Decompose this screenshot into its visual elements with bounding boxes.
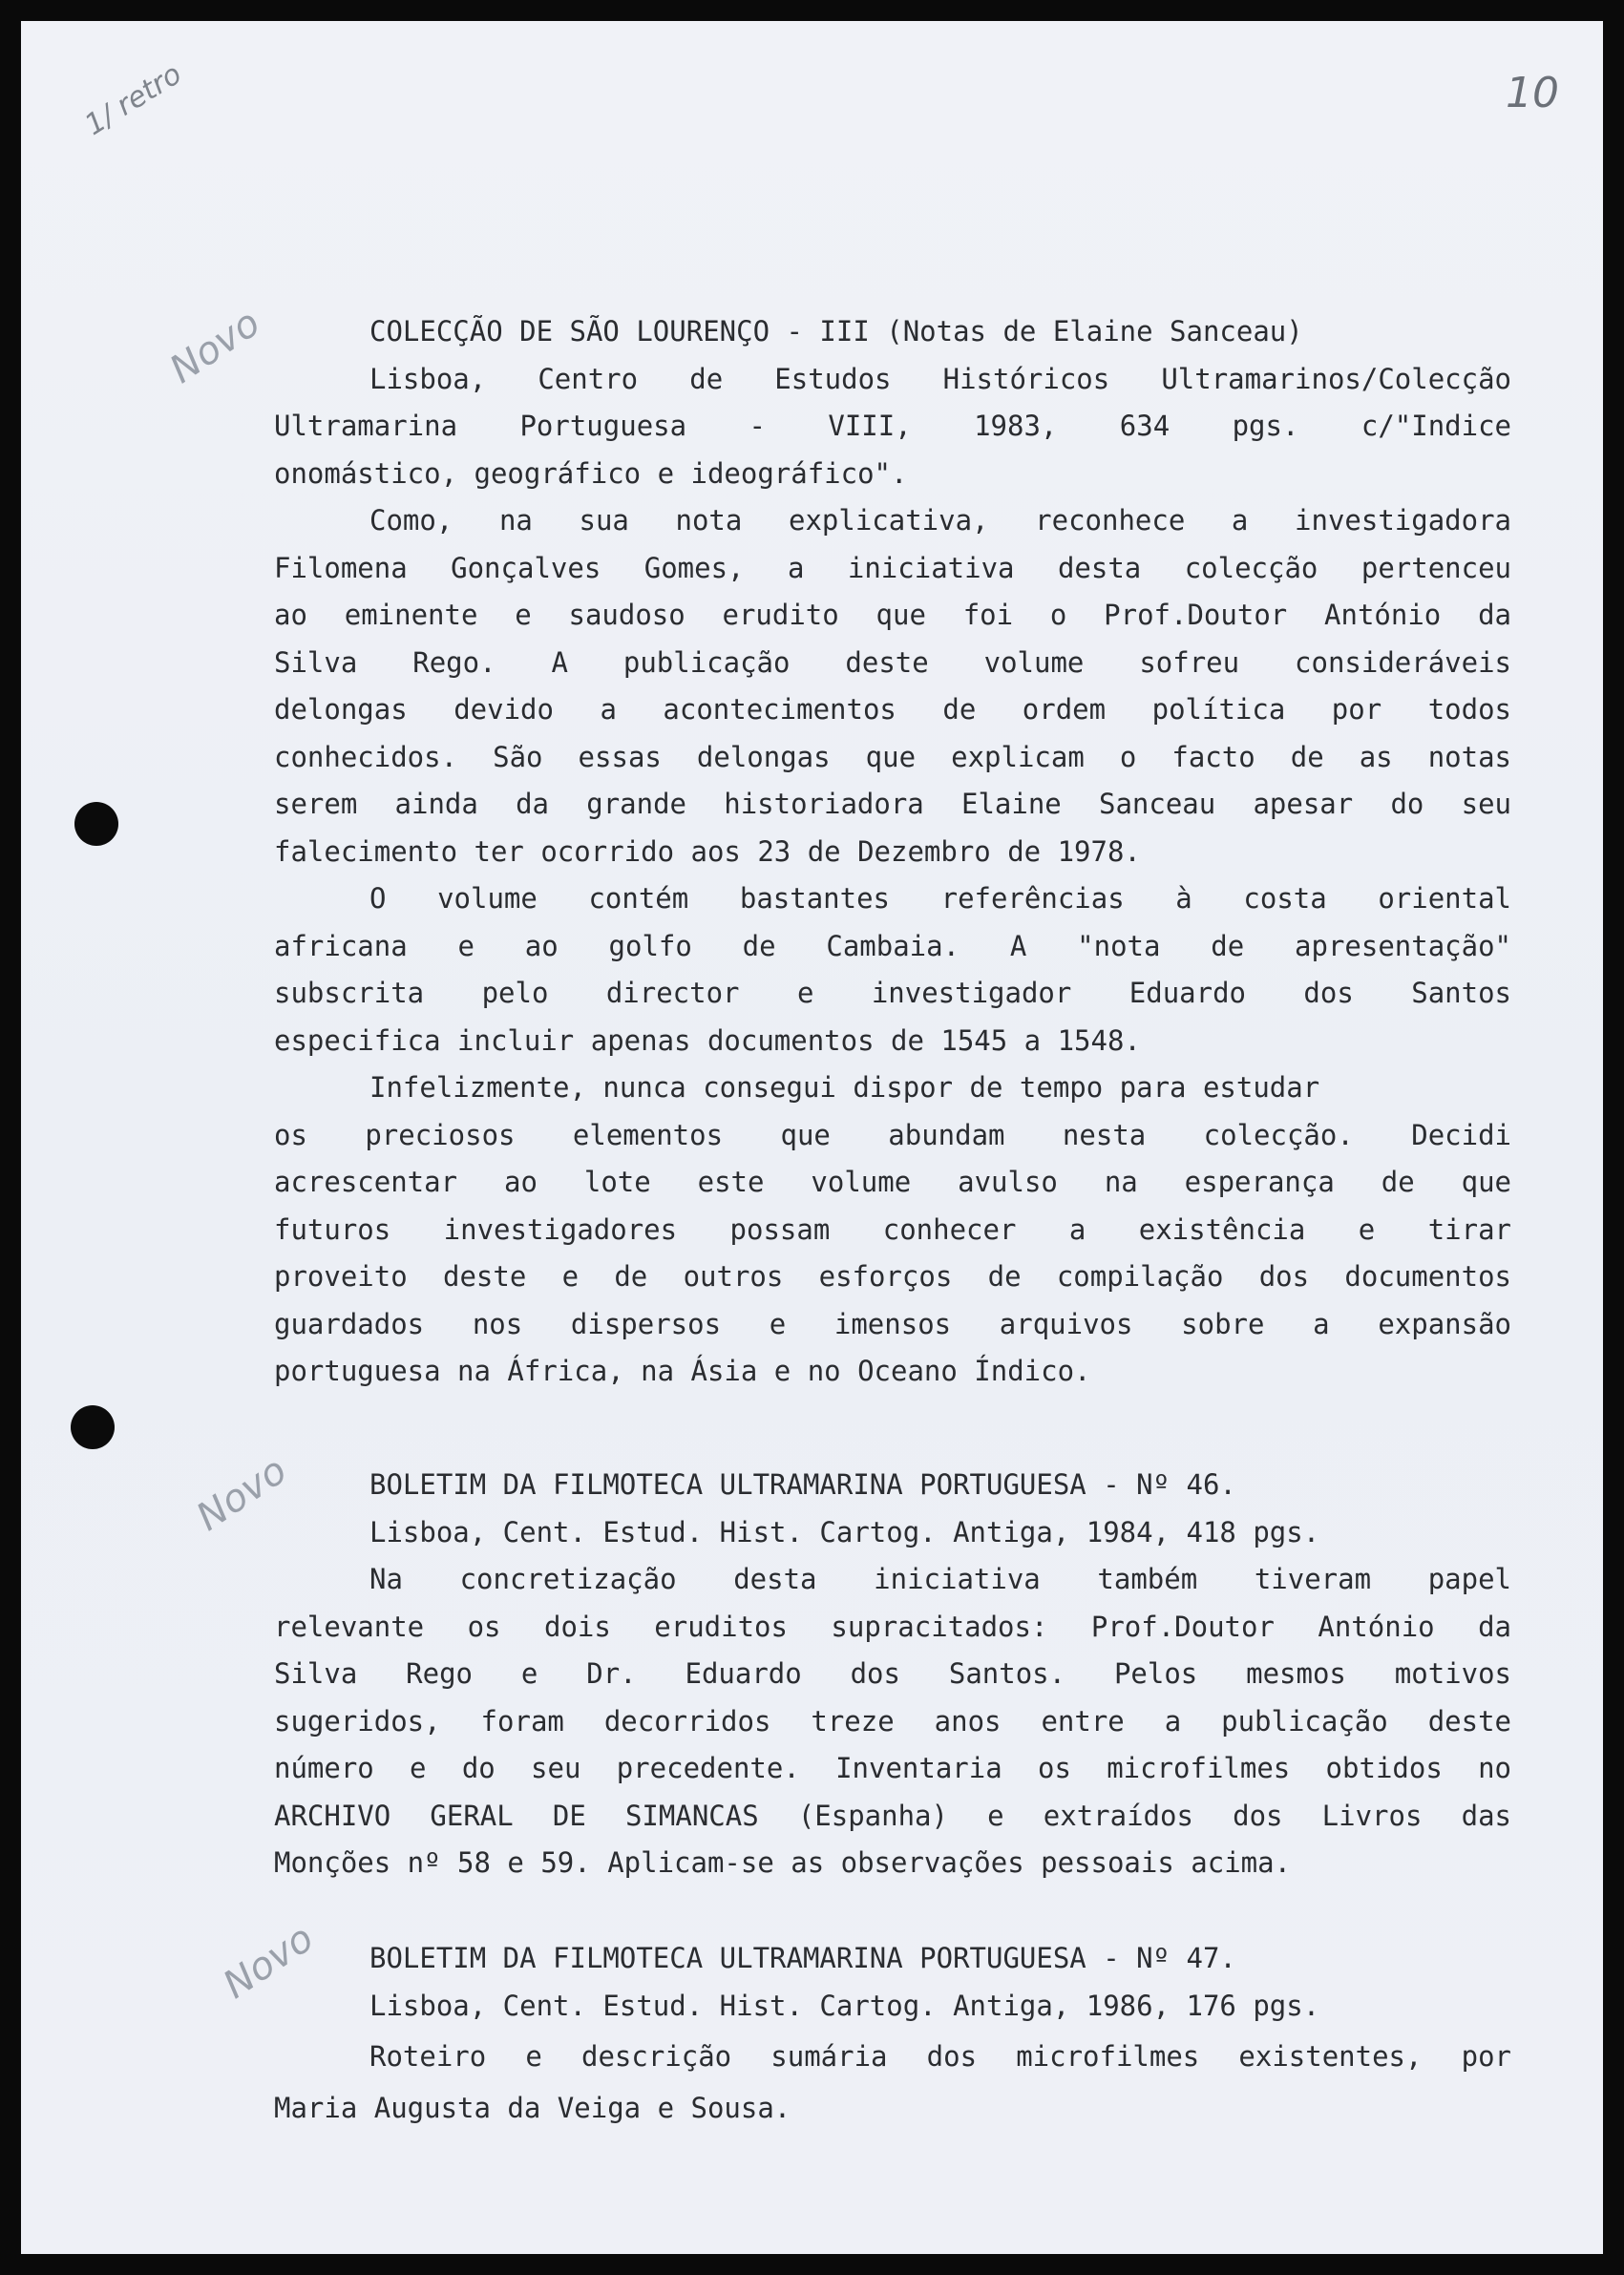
- punch-hole-bottom: [71, 1405, 115, 1449]
- text-line: proveito deste e de outros esforços de compilação dos documentos: [274, 1260, 1511, 1293]
- text-line: guardados nos dispersos e imensos arquivos sobre a expansão: [274, 1307, 1511, 1340]
- punch-hole-top: [74, 802, 118, 846]
- text-line: falecimento ter ocorrido aos 23 de Dezembro de 1978.: [274, 834, 1141, 868]
- text-line: futuros investigadores possam conhecer a existência e tirar: [274, 1212, 1511, 1246]
- text-line: conhecidos. São essas delongas que explicam o facto de as notas: [274, 740, 1511, 773]
- corner-handwritten-mark: 1/ retro: [78, 57, 188, 143]
- text-line: africana e ao golfo de Cambaia. A "nota de apresentação": [274, 929, 1511, 962]
- text-line: Lisboa, Cent. Estud. Hist. Cartog. Antiga, 1984, 418 pgs.: [369, 1515, 1320, 1548]
- entry-title: BOLETIM DA FILMOTECA ULTRAMARINA PORTUGUESA - Nº 46.: [369, 1468, 1236, 1501]
- text-line: Silva Rego. A publicação deste volume sofreu consideráveis: [274, 645, 1511, 679]
- margin-note-novo-2: Novo: [188, 1448, 295, 1540]
- text-line: portuguesa na África, na Ásia e no Oceano Índico.: [274, 1355, 1091, 1387]
- text-line: Lisboa, Cent. Estud. Hist. Cartog. Antiga, 1986, 176 pgs.: [369, 1989, 1320, 2022]
- text-line: Lisboa, Centro de Estudos Históricos Ultramarinos/Colecção: [369, 362, 1511, 395]
- entry-title: COLECÇÃO DE SÃO LOURENÇO - III (Notas de Elaine Sanceau): [369, 315, 1303, 348]
- text-line: serem ainda da grande historiadora Elaine Sanceau apesar do seu: [274, 788, 1511, 820]
- text-line: O volume contém bastantes referências à costa oriental: [369, 882, 1511, 915]
- margin-note-novo-1: Novo: [161, 301, 268, 392]
- text-line: Maria Augusta da Veiga e Sousa.: [274, 2091, 791, 2124]
- text-line: Silva Rego e Dr. Eduardo dos Santos. Pelos mesmos motivos: [274, 1657, 1511, 1690]
- text-line: Infelizmente, nunca consegui dispor de tempo para estudar: [369, 1071, 1320, 1104]
- text-line: Na concretização desta iniciativa também tiveram papel: [369, 1563, 1511, 1595]
- text-line: onomástico, geográfico e ideográfico".: [274, 456, 908, 490]
- text-line: número e do seu precedente. Inventaria os microfilmes obtidos no: [274, 1752, 1511, 1784]
- text-line: delongas devido a acontecimentos de ordem política por todos: [274, 693, 1511, 726]
- text-line: Roteiro e descrição sumária dos microfilmes existentes, por: [369, 2040, 1511, 2073]
- document-page: [21, 21, 1603, 2254]
- text-line: Monções nº 58 e 59. Aplicam-se as observações pessoais acima.: [274, 1846, 1292, 1879]
- text-line: acrescentar ao lote este volume avulso na esperança de que: [274, 1166, 1511, 1198]
- margin-note-novo-3: Novo: [215, 1916, 322, 2008]
- text-line: sugeridos, foram decorridos treze anos entre a publicação deste: [274, 1704, 1511, 1738]
- text-line: relevante os dois eruditos supracitados: Prof.Doutor António da: [274, 1610, 1511, 1643]
- text-line: Como, na sua nota explicativa, reconhece a investigadora: [369, 504, 1511, 537]
- section-colleccao-sao-lourenco: [274, 308, 1511, 1396]
- text-line: subscrita pelo director e investigador Eduardo dos Santos: [274, 977, 1511, 1009]
- section-boletim-46: [274, 1462, 1511, 1887]
- text-line: ARCHIVO GERAL DE SIMANCAS (Espanha) e extraídos dos Livros das: [274, 1799, 1511, 1832]
- page-number: 10: [1506, 69, 1559, 117]
- text-line: Ultramarina Portuguesa - VIII, 1983, 634 pgs. c/"Indice: [274, 410, 1511, 442]
- text-line: ao eminente e saudoso erudito que foi o Prof.Doutor António da: [274, 599, 1511, 631]
- text-line: Filomena Gonçalves Gomes, a iniciativa desta colecção pertenceu: [274, 551, 1511, 584]
- entry-title: BOLETIM DA FILMOTECA ULTRAMARINA PORTUGUESA - Nº 47.: [369, 1942, 1236, 1974]
- text-line: os preciosos elementos que abundam nesta colecção. Decidi: [274, 1118, 1511, 1151]
- text-line: especifica incluir apenas documentos de 1545 a 1548.: [274, 1023, 1141, 1057]
- section-boletim-47: [274, 1935, 1511, 2132]
